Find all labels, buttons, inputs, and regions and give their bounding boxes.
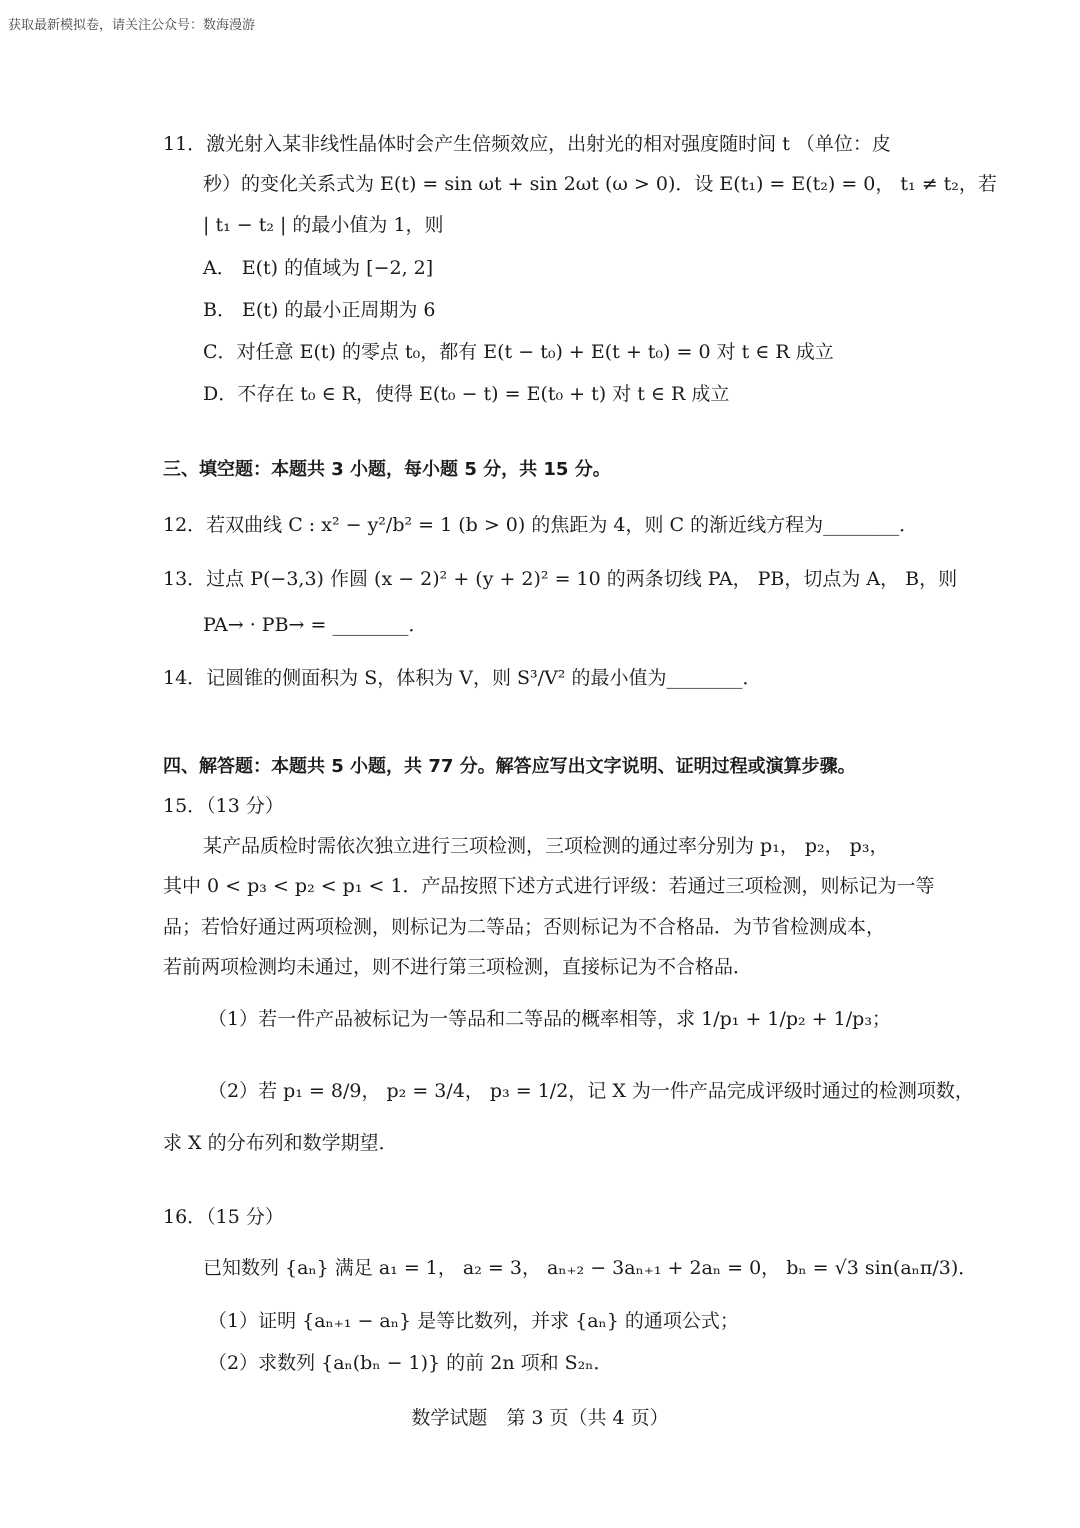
q11-line3: | t₁ − t₂ | 的最小值为 1，则 bbox=[203, 214, 444, 236]
q11-option-b: B． E(t) 的最小正周期为 6 bbox=[203, 299, 436, 321]
q16-paragraph: 已知数列 {aₙ} 满足 a₁ = 1， a₂ = 3， aₙ₊₂ − 3aₙ₊₁ + 2aₙ = 0， bₙ = √3 sin(aₙπ/3)． bbox=[203, 1257, 978, 1279]
q11-line2: 秒）的变化关系式为 E(t) = sin ωt + sin 2ωt (ω > 0)．设 E(t₁) = E(t₂) = 0， t₁ ≠ t₂，若 bbox=[203, 173, 997, 195]
q15-sub2: （2）若 p₁ = 8/9， p₂ = 3/4， p₃ = 1/2，记 X 为一件产品完成评级时通过的检测项数， bbox=[208, 1080, 974, 1102]
q16-sub2: （2）求数列 {aₙ(bₙ − 1)} 的前 2n 项和 S₂ₙ． bbox=[208, 1352, 613, 1374]
q13-line1: 13．过点 P(−3,3) 作圆 (x − 2)² + (y + 2)² = 10 的两条切线 PA， PB，切点为 A， B，则 bbox=[163, 568, 958, 590]
q15-title: 15．（13 分） bbox=[163, 795, 284, 817]
q16-title: 16．（15 分） bbox=[163, 1206, 284, 1228]
q15-paragraph-4: 若前两项检测均未通过，则不进行第三项检测，直接标记为不合格品． bbox=[163, 956, 753, 978]
q15-paragraph-2: 其中 0 < p₃ < p₂ < p₁ < 1．产品按照下述方式进行评级：若通过三项检测，则标记为一等 bbox=[163, 875, 935, 897]
q15-paragraph-1: 某产品质检时需依次独立进行三项检测，三项检测的通过率分别为 p₁， p₂， p₃， bbox=[203, 835, 889, 857]
q13-line2: PA→ · PB→ = ________． bbox=[203, 614, 428, 636]
q11-option-c: C．对任意 E(t) 的零点 t₀，都有 E(t − t₀) + E(t + t₀) = 0 对 t ∈ R 成立 bbox=[203, 341, 834, 363]
q15-paragraph-3: 品；若恰好通过两项检测，则标记为二等品；否则标记为不合格品．为节省检测成本， bbox=[163, 916, 886, 938]
q11-option-a: A． E(t) 的值域为 [−2, 2] bbox=[203, 257, 434, 279]
q11-line1: 11．激光射入某非线性晶体时会产生倍频效应，出射光的相对强度随时间 t （单位：皮 bbox=[163, 133, 891, 155]
q14-text: 14．记圆锥的侧面积为 S，体积为 V，则 S³/V² 的最小值为________． bbox=[163, 667, 762, 689]
q15-sub1: （1）若一件产品被标记为一等品和二等品的概率相等，求 1/p₁ + 1/p₂ + 1/p₃； bbox=[208, 1008, 891, 1030]
q16-sub1: （1）证明 {aₙ₊₁ − aₙ} 是等比数列，并求 {aₙ} 的通项公式； bbox=[208, 1310, 739, 1332]
section-heading-fill-in: 三、填空题：本题共 3 小题，每小题 5 分，共 15 分。 bbox=[163, 459, 611, 480]
q12-text: 12．若双曲线 C : x² − y²/b² = 1 (b > 0) 的焦距为 4，则 C 的渐近线方程为________． bbox=[163, 514, 919, 536]
watermark-text: 获取最新模拟卷，请关注公众号：数海漫游 bbox=[8, 18, 256, 33]
q15-sub2-cont: 求 X 的分布列和数学期望． bbox=[163, 1132, 398, 1154]
section-heading-solutions: 四、解答题：本题共 5 小题，共 77 分。解答应写出文字说明、证明过程或演算步骤。 bbox=[163, 756, 856, 777]
page-footer: 数学试题 第 3 页（共 4 页） bbox=[411, 1407, 669, 1429]
q11-option-d: D．不存在 t₀ ∈ R，使得 E(t₀ − t) = E(t₀ + t) 对 t ∈ R 成立 bbox=[203, 383, 730, 405]
